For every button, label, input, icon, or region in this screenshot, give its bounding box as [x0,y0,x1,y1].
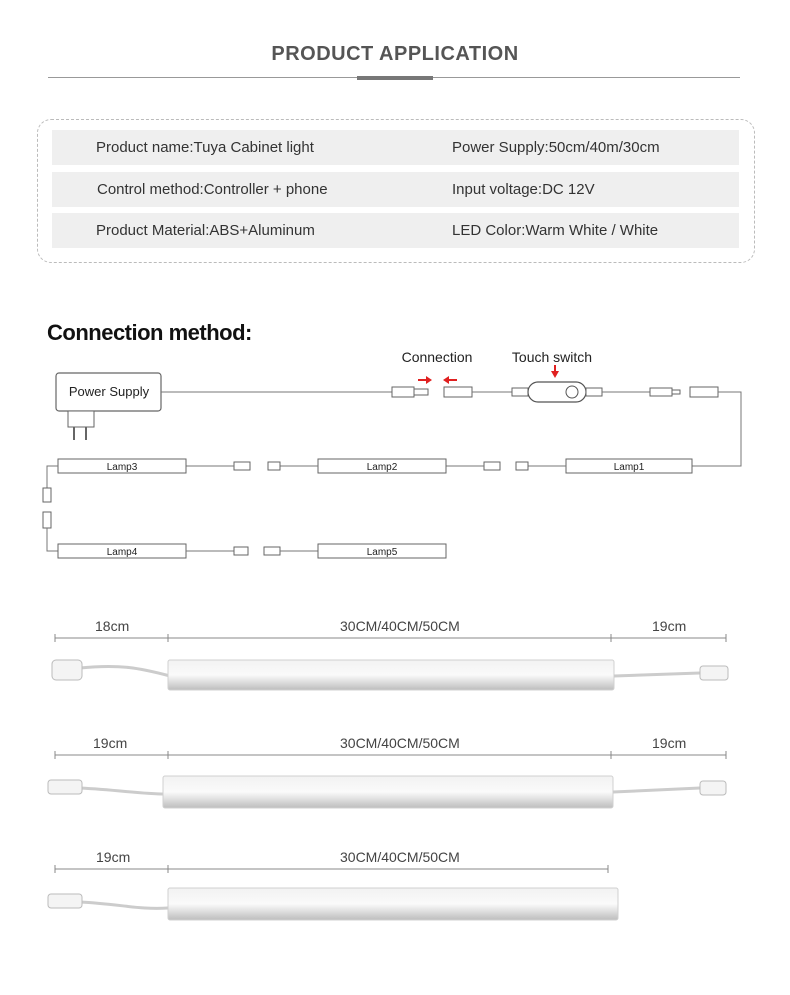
led-bar-3 [48,888,618,920]
lamp1-label: Lamp1 [613,462,645,473]
lamp5-label: Lamp5 [366,547,398,558]
lamp1 [566,459,692,473]
lamp2 [318,459,446,473]
lamp4 [58,544,186,558]
lamp3 [58,459,186,473]
spec-input-voltage: Input voltage:DC 12V [452,181,595,198]
spec-product-name: Product name:Tuya Cabinet light [96,139,314,156]
dc-plug-female [444,387,472,397]
lamp2-label: Lamp2 [366,462,398,473]
touch-switch-label: Touch switch [511,349,593,365]
touch-switch [512,382,602,402]
page-title: PRODUCT APPLICATION [271,43,519,65]
spec-material: Product Material:ABS+Aluminum [96,222,315,239]
bar2-dimension-lines [55,751,726,759]
bar1-dimension-lines [55,634,726,642]
led-bar-2 [48,776,726,808]
bar1-middle-length: 30CM/40CM/50CM [340,618,460,634]
connection-arrows [418,376,457,384]
led-bar-1 [52,660,728,690]
power-supply-label: Power Supply [68,384,150,399]
bar3-left-length: 19cm [96,849,131,865]
connection-label: Connection [401,349,473,365]
lamp5 [318,544,446,558]
power-supply [56,373,161,440]
bar3-middle-length: 30CM/40CM/50CM [340,849,460,865]
bar2-middle-length: 30CM/40CM/50CM [340,735,460,751]
touch-switch-arrow [551,371,559,378]
spec-power-supply: Power Supply:50cm/40m/30cm [452,139,660,156]
spec-led-color: LED Color:Warm White / White [452,222,659,239]
bar1-right-length: 19cm [652,618,687,634]
dc-plug-male [392,387,428,397]
bar2-left-length: 19cm [93,735,128,751]
lamp3-label: Lamp3 [106,462,138,473]
bar1-left-length: 18cm [95,618,130,634]
bar2-right-length: 19cm [652,735,687,751]
lamp4-label: Lamp4 [106,547,138,558]
connection-title: Connection method: [47,320,252,345]
spec-control-method: Control method:Controller + phone [97,181,328,198]
bar3-dimension-lines [55,865,608,873]
